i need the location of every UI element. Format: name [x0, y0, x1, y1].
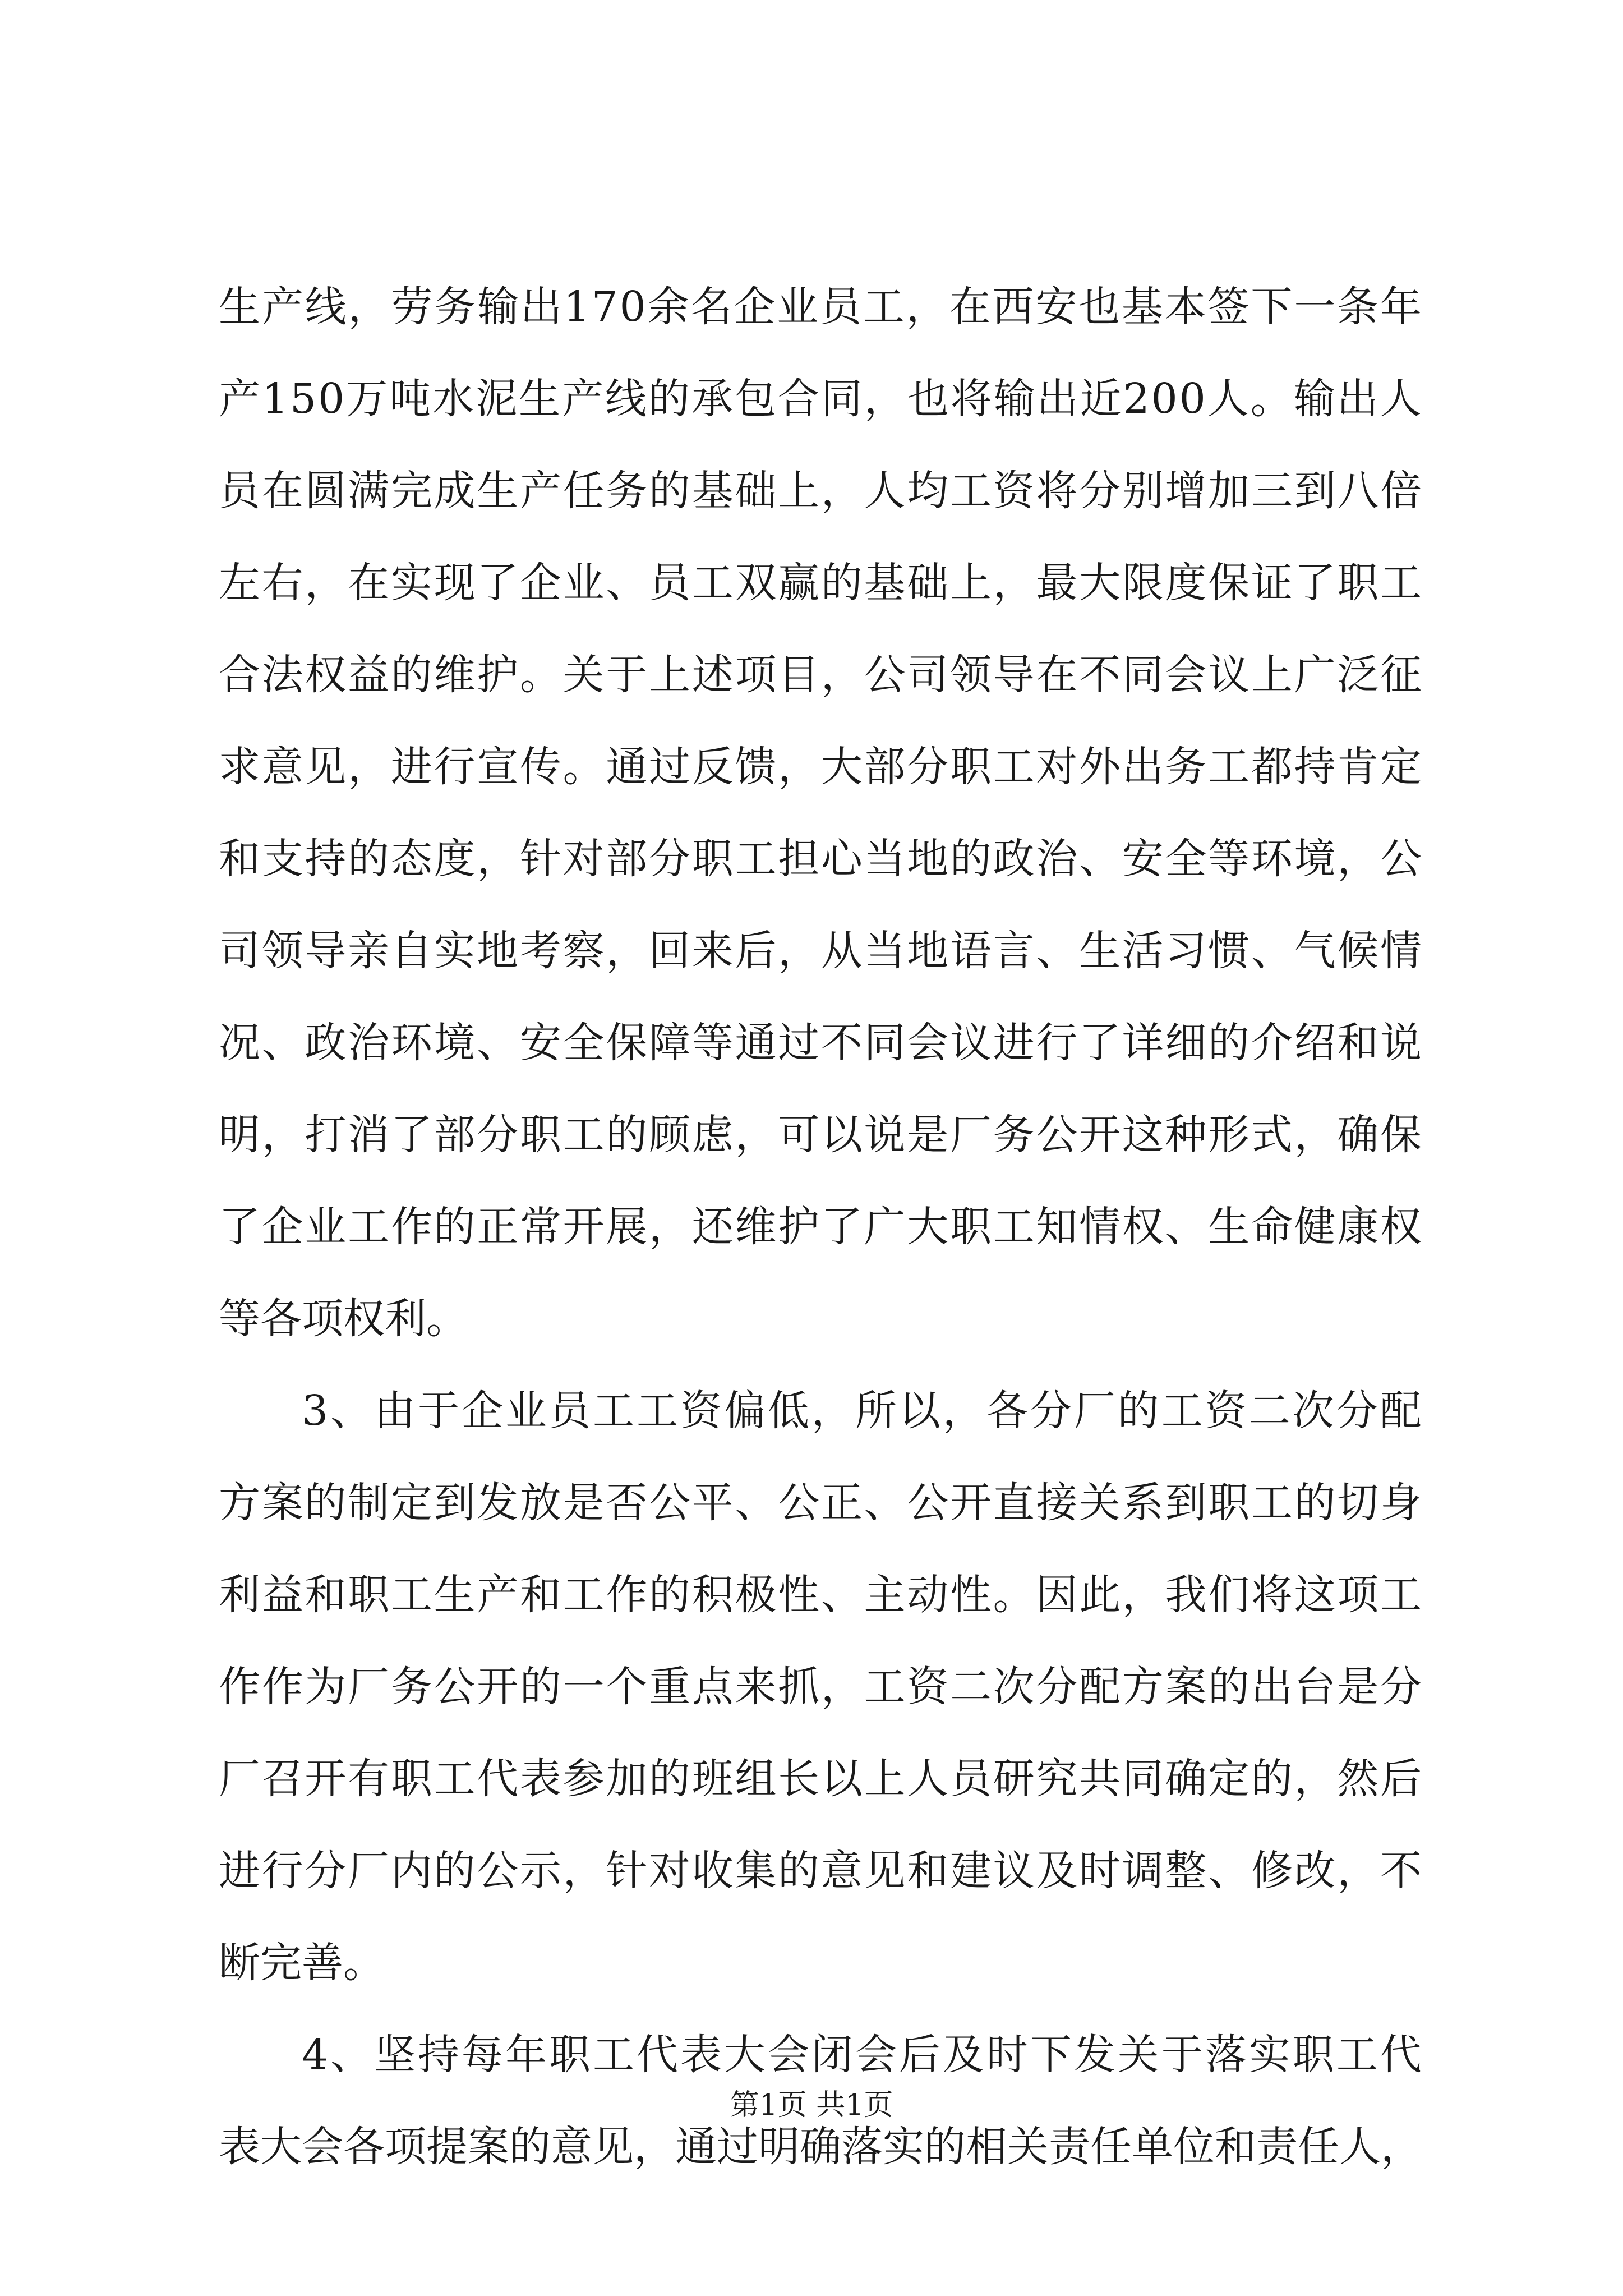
text-line: 表 大 会 各 项 提 案 的 意 见 ， 通 过 明 确 落 实 的 相 关 责 任 单 位 和 责 任 人 ， [219, 2123, 1422, 2171]
text-line: 左 右 ， 在 实 现 了 企 业 、 员 工 双 赢 的 基 础 上 ， 最 大 限 度 保 证 了 职 工 [219, 559, 1422, 607]
text-line: 等 各 项 权 利 。 [219, 1295, 468, 1343]
text-line: 进 行 分 厂 内 的 公 示 ， 针 对 收 集 的 意 见 和 建 议 及 时 调 整 、 修 改 ， 不 [219, 1847, 1422, 1895]
text-line: 了 企 业 工 作 的 正 常 开 展 ， 还 维 护 了 广 大 职 工 知 情 权 、 生 命 健 康 权 [219, 1203, 1422, 1251]
text-line: 明 ， 打 消 了 部 分 职 工 的 顾 虑 ， 可 以 说 是 厂 务 公 开 这 种 形 式 ， 确 保 [219, 1111, 1422, 1159]
text-line: 司 领 导 亲 自 实 地 考 察 ， 回 来 后 ， 从 当 地 语 言 、 生 活 习 惯 、 气 候 情 [219, 927, 1422, 975]
text-line: 作 作 为 厂 务 公 开 的 一 个 重 点 来 抓 ， 工 资 二 次 分 配 方 案 的 出 台 是 分 [219, 1663, 1422, 1711]
page-footer: 第1页 共1页 [730, 2088, 893, 2122]
text-line: 4 、 坚 持 每 年 职 工 代 表 大 会 闭 会 后 及 时 下 发 关 于 落 实 职 工 代 [302, 2031, 1422, 2079]
text-line: 和 支 持 的 态 度 ， 针 对 部 分 职 工 担 心 当 地 的 政 治 、 安 全 等 环 境 ， 公 [219, 835, 1422, 883]
text-line: 员 在 圆 满 完 成 生 产 任 务 的 基 础 上 ， 人 均 工 资 将 分 别 增 加 三 到 八 倍 [219, 467, 1422, 515]
paragraph [219, 1365, 1422, 2009]
text-line: 合 法 权 益 的 维 护 。 关 于 上 述 项 目 ， 公 司 领 导 在 不 同 会 议 上 广 泛 征 [219, 651, 1422, 699]
text-line: 求 意 见 ， 进 行 宣 传 。 通 过 反 馈 ， 大 部 分 职 工 对 外 出 务 工 都 持 肯 定 [219, 743, 1422, 791]
text-line: 断 完 善 。 [219, 1939, 385, 1987]
text-line: 厂 召 开 有 职 工 代 表 参 加 的 班 组 长 以 上 人 员 研 究 共 同 确 定 的 ， 然 后 [219, 1755, 1422, 1803]
text-line: 生 产 线 ， 劳 务 输 出 1 7 0 余 名 企 业 员 工 ， 在 西 安 也 基 本 签 下 一 条 年 [219, 283, 1422, 331]
text-line: 方 案 的 制 定 到 发 放 是 否 公 平 、 公 正 、 公 开 直 接 关 系 到 职 工 的 切 身 [219, 1479, 1422, 1527]
text-line: 利 益 和 职 工 生 产 和 工 作 的 积 极 性 、 主 动 性 。 因 此 ， 我 们 将 这 项 工 [219, 1571, 1422, 1619]
text-line: 产 1 5 0 万 吨 水 泥 生 产 线 的 承 包 合 同 ， 也 将 输 出 近 2 0 0 人 。 输 出 人 [219, 375, 1422, 423]
document-body [219, 261, 1422, 2193]
text-line: 况 、 政 治 环 境 、 安 全 保 障 等 通 过 不 同 会 议 进 行 了 详 细 的 介 绍 和 说 [219, 1019, 1422, 1067]
text-line: 3 、 由 于 企 业 员 工 工 资 偏 低 ， 所 以 ， 各 分 厂 的 工 资 二 次 分 配 [302, 1387, 1422, 1435]
paragraph [219, 261, 1422, 1365]
